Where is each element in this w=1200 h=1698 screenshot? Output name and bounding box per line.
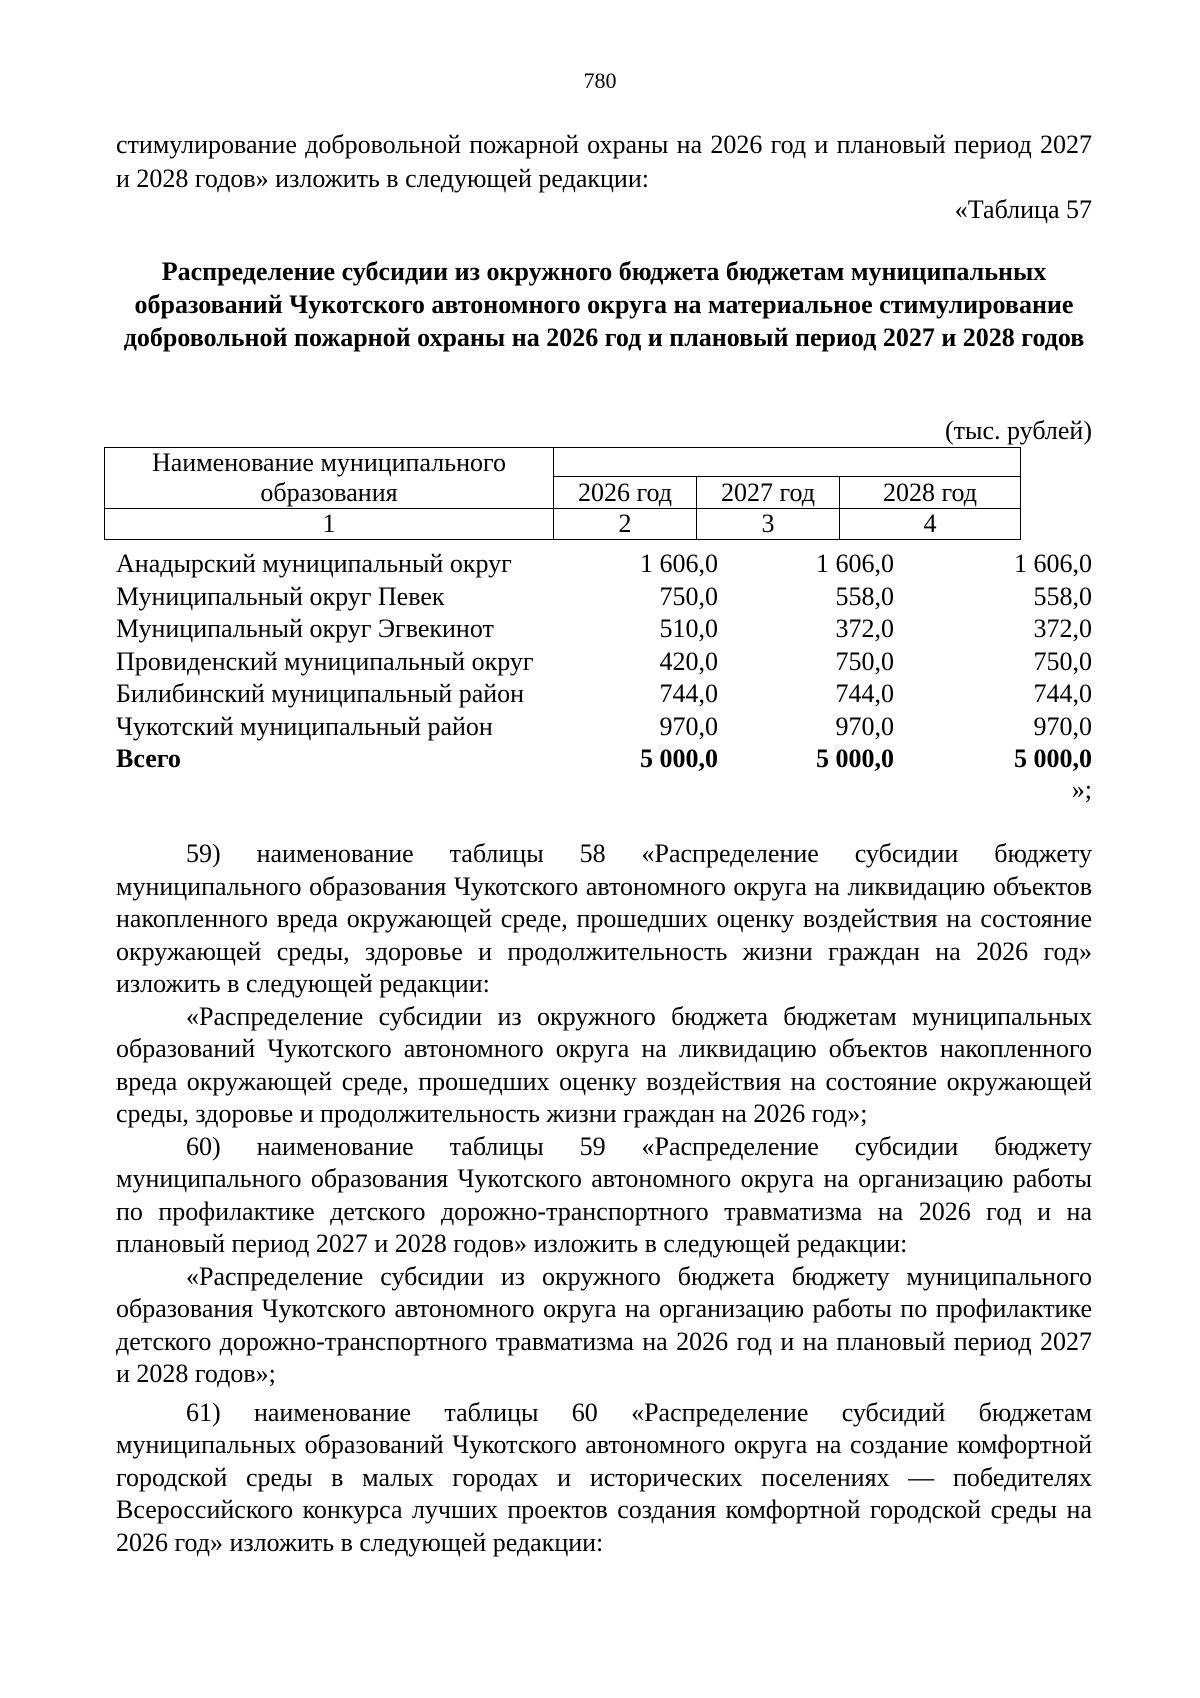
total-value-2028: 5 000,0 (1014, 744, 1092, 773)
table-row (116, 646, 1092, 679)
total-label: Всего (116, 744, 181, 773)
row-value-2027: 558,0 (835, 581, 894, 611)
header-year-2027: 2027 год (697, 477, 840, 509)
row-name: Билибинский муниципальный район (116, 679, 525, 708)
units-label: (тыс. рублей) (944, 416, 1092, 445)
total-value-2026: 5 000,0 (640, 744, 718, 773)
paragraph-60-quote: «Распределение субсидии из окружного бюджета бюджету муниципального образования Чукотского автономного округа на организацию работы по профилактике детского дорожно-транспортного травматизма на 2026 год и на плановый период 2027 и 2028 годов»; (116, 1261, 1092, 1388)
table-row (116, 678, 1092, 711)
column-number-3: 3 (697, 509, 840, 540)
column-number-1: 1 (105, 509, 554, 540)
closing-quote-mark: »; (1071, 775, 1092, 804)
row-value-2027: 372,0 (835, 614, 894, 643)
header-name: Наименование муниципального образования (151, 448, 507, 507)
row-name: Чукотский муниципальный район (116, 711, 493, 741)
table-header (104, 447, 1021, 540)
row-value-2027: 970,0 (835, 711, 894, 741)
table-label: «Таблица 57 (954, 195, 1092, 224)
paragraph-60: 60) наименование таблицы 59 «Распределение субсидии бюджету муниципального образования Чукотского автономного округа на организацию работы по профилактике детского дорожно-транспортного травматизма на 2026 год и на плановый период 2027 и 2028 годов» изложить в следующей редакции: (116, 1131, 1092, 1258)
table-row (116, 711, 1092, 744)
intro-text: стимулирование добровольной пожарной охраны на 2026 год и плановый период 2027 и 2028 годов» изложить в следующей редакции: (116, 130, 1092, 193)
header-year-2026: 2026 год (554, 477, 697, 509)
header-years-group (554, 448, 1021, 477)
table-header-row (105, 448, 1021, 477)
row-name: Провиденский муниципальный округ (116, 646, 534, 676)
column-number-2: 2 (554, 509, 697, 540)
table-body (116, 548, 1092, 776)
header-name-cell (105, 448, 554, 509)
total-value-2027: 5 000,0 (816, 744, 894, 773)
paragraph-61: 61) наименование таблицы 60 «Распределение субсидий бюджетам муниципальных образований Чукотского автономного округа на создание комфортной городской среды в малых городах и исторических поселениях — победителях Всероссийского конкурса лучших проектов создания комфортной городской среды на 2026 год» изложить в следующей редакции: (116, 1397, 1092, 1557)
row-name: Анадырский муниципальный округ (116, 549, 512, 578)
paragraph-59-quote: «Распределение субсидии из окружного бюджета бюджетам муниципальных образований Чукотского автономного округа на ликвидацию объектов накопленного вреда окружающей среде, прошедших оценку воздействия на состояние окружающей среды, здоровье и продолжительность жизни граждан на 2026 год»; (116, 1001, 1092, 1128)
row-name: Муниципальный округ Певек (116, 581, 445, 611)
table-total-row (116, 743, 1092, 776)
row-value-2027: 750,0 (835, 646, 894, 676)
row-value-2026: 970,0 (659, 711, 718, 741)
row-value-2028: 558,0 (1033, 581, 1092, 611)
row-value-2026: 510,0 (659, 614, 718, 643)
row-value-2028: 744,0 (1033, 679, 1092, 708)
table-title: Распределение субсидии из окружного бюджета бюджетам муниципальных образований Чукотского автономного округа на материальное стимулирование добровольной пожарной охраны на 2026 год и плановый период 2027 и 2028 годов (123, 257, 1085, 352)
row-value-2026: 750,0 (659, 581, 718, 611)
row-value-2027: 1 606,0 (816, 549, 894, 578)
header-year-2028: 2028 год (840, 477, 1021, 509)
row-value-2028: 372,0 (1033, 614, 1092, 643)
row-value-2026: 744,0 (659, 679, 718, 708)
row-value-2026: 420,0 (659, 646, 718, 676)
table-row (116, 548, 1092, 581)
column-numbers-row (105, 509, 1021, 540)
row-value-2026: 1 606,0 (640, 549, 718, 578)
row-value-2027: 744,0 (835, 679, 894, 708)
row-value-2028: 1 606,0 (1014, 549, 1092, 578)
table-row (116, 581, 1092, 614)
row-name: Муниципальный округ Эгвекинот (116, 614, 494, 643)
row-value-2028: 970,0 (1033, 711, 1092, 741)
table-row (116, 613, 1092, 646)
page-number: 780 (583, 68, 617, 93)
column-number-4: 4 (840, 509, 1021, 540)
body-text (116, 838, 1092, 1559)
paragraph-59: 59) наименование таблицы 58 «Распределение субсидии бюджету муниципального образования Чукотского автономного округа на ликвидацию объектов накопленного вреда окружающей среде, прошедших оценку воздействия на состояние окружающей среды, здоровье и продолжительность жизни граждан на 2026 год» изложить в следующей редакции: (116, 839, 1092, 998)
row-value-2028: 750,0 (1033, 646, 1092, 676)
